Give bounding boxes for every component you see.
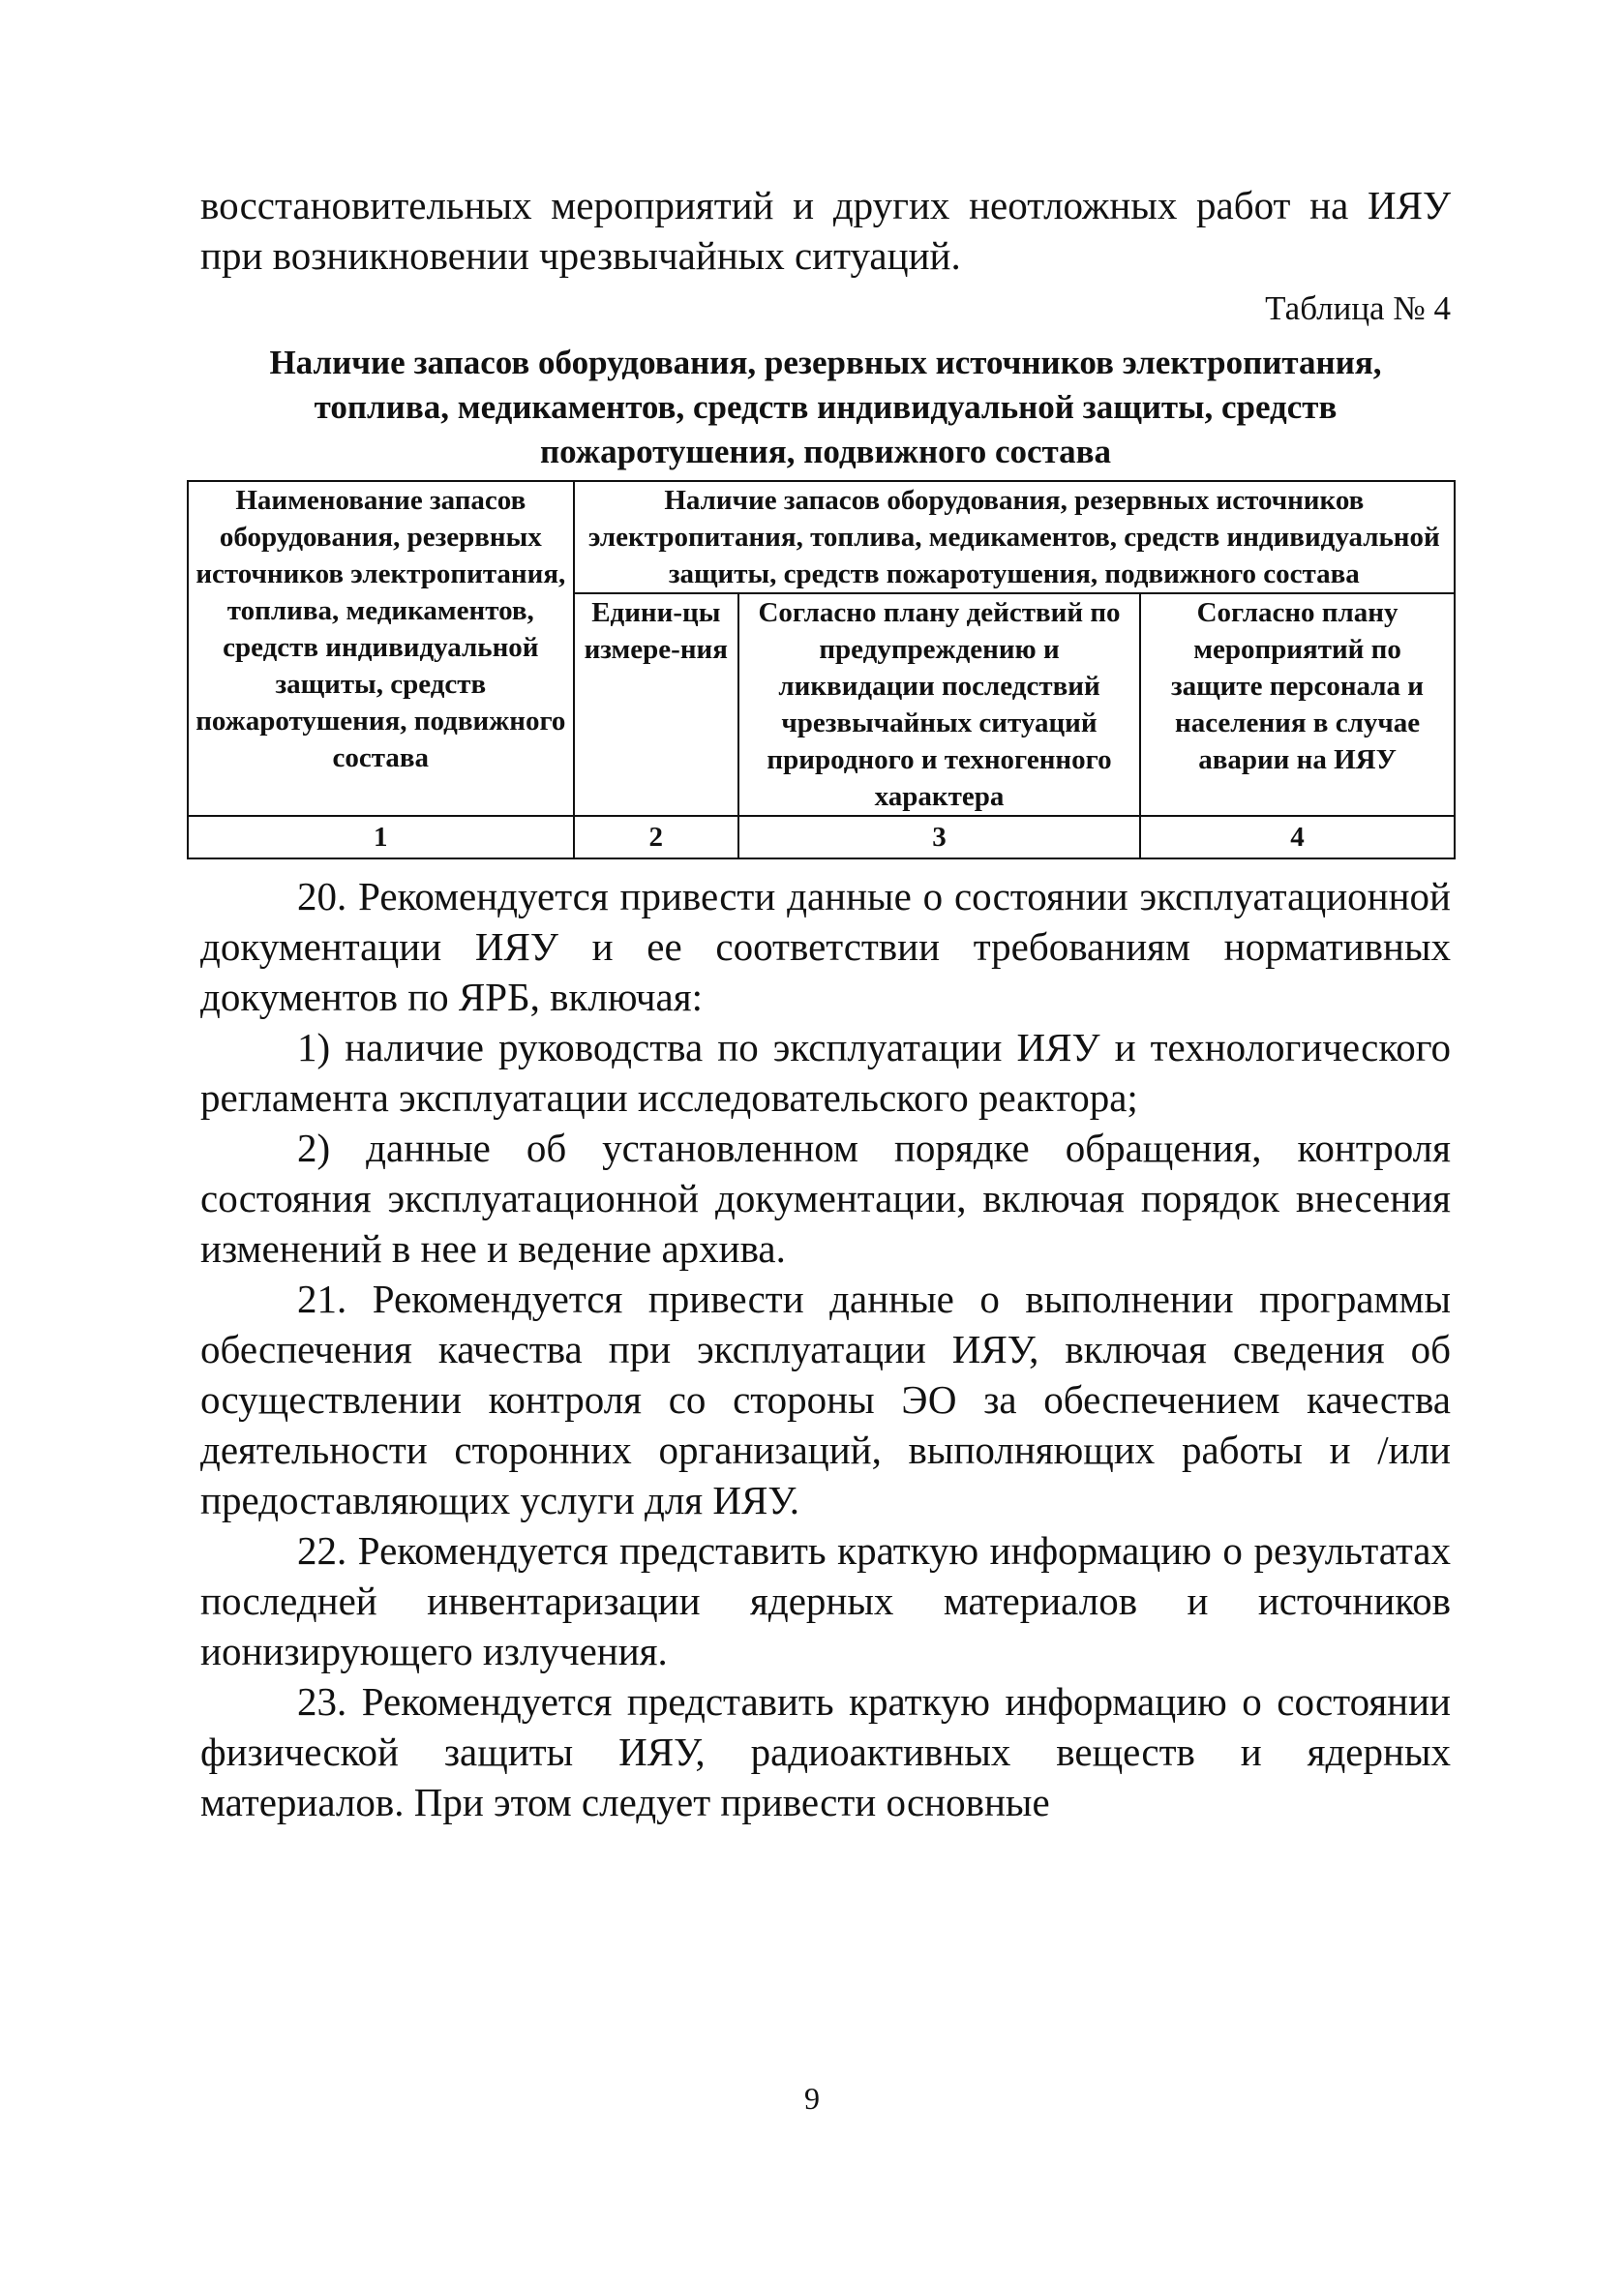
column-number: 4 — [1140, 816, 1455, 858]
page-number: 9 — [804, 2081, 820, 2116]
page-content — [195, 180, 1451, 1827]
column-number: 3 — [738, 816, 1140, 858]
header-col1: Наименование запасов оборудования, резервных источников электропитания, топлива, медикаментов, средств индивидуальной защиты, средств пожаротушения, подвижного состава — [188, 481, 574, 816]
header-col2: Едини-цы измере-ния — [574, 593, 738, 816]
column-number: 2 — [574, 816, 738, 858]
item-23: 23. Рекомендуется представить краткую информацию о состоянии физической защиты ИЯУ, радиоактивных веществ и ядерных материалов. При этом следует привести основные — [200, 1679, 1451, 1824]
item-20: 20. Рекомендуется привести данные о состоянии эксплуатационной документации ИЯУ и ее соответствии требованиям нормативных документов по ЯРБ, включая: — [200, 874, 1451, 1019]
item-20-1: 1) наличие руководства по эксплуатации ИЯУ и технологического регламента эксплуатации исследовательского реактора; — [200, 1025, 1451, 1120]
table-number-label: Таблица № 4 — [1265, 289, 1451, 327]
table-header-row — [188, 481, 1455, 593]
header-col3: Согласно плану действий по предупреждению и ликвидации последствий чрезвычайных ситуаций природного и техногенного характера — [738, 593, 1140, 816]
header-col4: Согласно плану мероприятий по защите персонала и населения в случае аварии на ИЯУ — [1140, 593, 1455, 816]
table-numbering-row — [188, 816, 1455, 858]
column-number: 1 — [188, 816, 574, 858]
table-title: Наличие запасов оборудования, резервных источников электропитания, топлива, медикаментов, средств индивидуальной защиты, средств пожаротушения, подвижного состава — [269, 344, 1382, 470]
header-group: Наличие запасов оборудования, резервных источников электропитания, топлива, медикаментов, средств индивидуальной защиты, средств пожаротушения, подвижного состава — [574, 481, 1455, 593]
item-20-2: 2) данные об установленном порядке обращения, контроля состояния эксплуатационной документации, включая порядок внесения изменений в нее и ведение архива. — [200, 1126, 1451, 1271]
intro-paragraph: восстановительных мероприятий и других неотложных работ на ИЯУ при возникновении чрезвычайных ситуаций. — [200, 183, 1451, 278]
resources-table — [187, 480, 1456, 859]
item-21: 21. Рекомендуется привести данные о выполнении программы обеспечения качества при эксплуатации ИЯУ, включая сведения об осуществлении контроля со стороны ЭО за обеспечением качества деятельности сторонних организаций, выполняющих работы и /или предоставляющих услуги для ИЯУ. — [200, 1277, 1451, 1522]
item-22: 22. Рекомендуется представить краткую информацию о результатах последней инвентаризации ядерных материалов и источников ионизирующего излучения. — [200, 1528, 1451, 1673]
